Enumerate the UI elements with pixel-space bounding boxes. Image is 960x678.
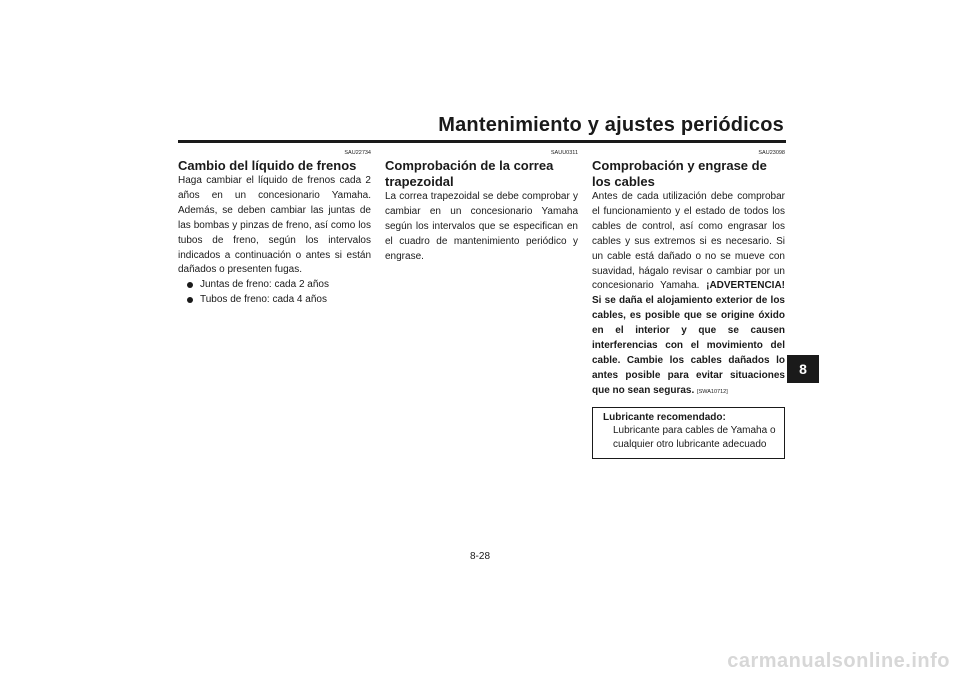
section-code: SAU23098	[758, 150, 785, 156]
section-body-text: Antes de cada utilización debe comprobar el funcionamiento y el estado de todos los cables de control, así como engrasar los cables y sus extremos si es necesario. Si un cable está dañado o no se mueve con suavidad, hágalo revisar o cambiar por un concesionario Yamaha.	[592, 191, 785, 292]
section-body	[592, 190, 785, 400]
warning-code: [SWA10712]	[697, 388, 728, 395]
bullet-item	[186, 278, 371, 293]
lubricant-text: Lubricante para cables de Yamaha o cualquier otro lubricante adecuado	[613, 425, 776, 450]
warning-text: ¡ADVERTENCIA! Si se daña el alojamiento exterior de los cables, es posible que se origine óxido en el interior y que se causen interferencias con el movimiento del cable. Cambie los cables dañados lo antes posible para evitar situaciones que no sean seguras.	[592, 280, 785, 396]
page-title: Mantenimiento y ajustes periódicos	[438, 114, 784, 136]
section-code: SAU22734	[344, 150, 371, 156]
section-body: La correa trapezoidal se debe comprobar y cambiar en un concesionario Yamaha según los intervalos que se especifican en el cuadro de mantenimiento periódico y engrase.	[385, 191, 578, 262]
bullet-text: Tubos de freno: cada 4 años	[200, 294, 327, 306]
section-v-belt	[385, 150, 578, 265]
section-code: SAUU0311	[550, 150, 578, 156]
watermark[interactable]: carmanualsonline.info	[727, 650, 950, 672]
title-rule	[178, 140, 786, 143]
bullet-text: Juntas de freno: cada 2 años	[200, 279, 329, 291]
section-heading: Comprobación de la correa trapezoidal	[385, 158, 554, 189]
bullet-item	[186, 293, 371, 308]
section-heading: Comprobación y engrase de los cables	[592, 158, 767, 189]
lubricant-title: Lubricante recomendado:	[603, 411, 726, 423]
chapter-tab: 8	[787, 355, 819, 383]
bullet-list	[178, 278, 371, 308]
section-heading: Cambio del líquido de frenos	[178, 158, 357, 173]
section-body: Haga cambiar el líquido de frenos cada 2 años en un concesionario Yamaha. Además, se deben cambiar las juntas de las bombas y pinzas de freno, así como los tubos de freno, según los intervalos indicados a continuación o antes si están dañados o presenten fugas.	[178, 175, 371, 276]
page-number: 8-28	[469, 551, 490, 562]
section-cables	[592, 150, 785, 459]
lubricant-box	[592, 407, 785, 459]
bullet-icon	[187, 282, 193, 288]
bullet-icon	[187, 297, 193, 303]
section-brake-fluid	[178, 150, 371, 308]
